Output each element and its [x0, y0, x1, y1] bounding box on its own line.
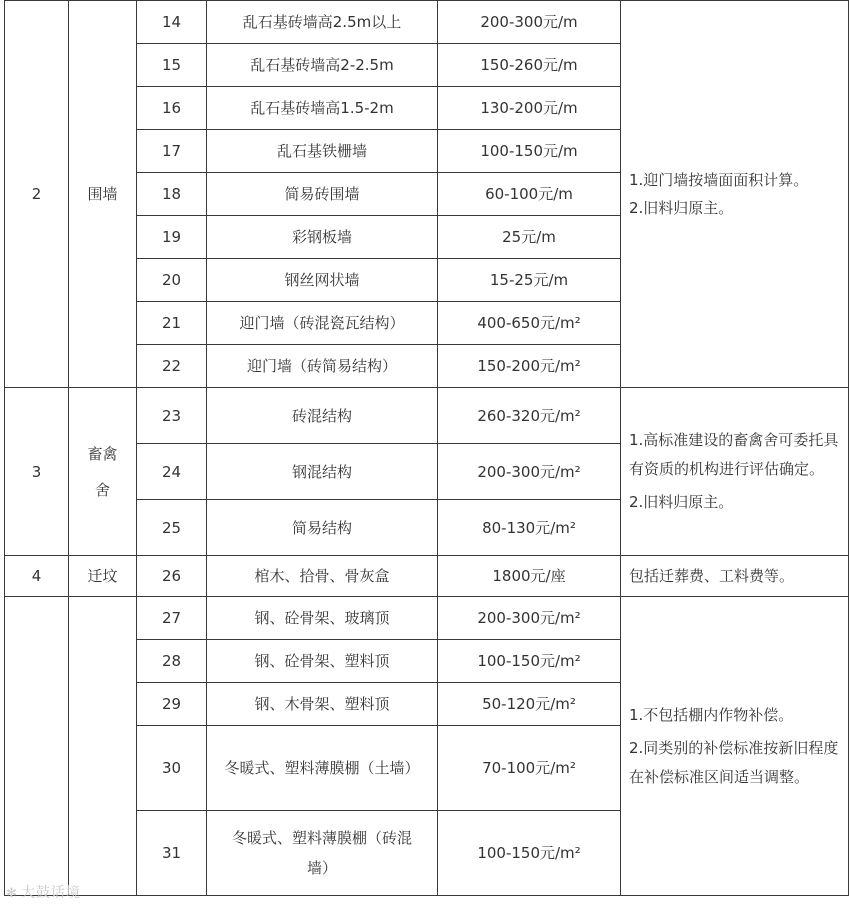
- table-row: [5, 597, 849, 640]
- item-name-cell: 冬暖式、塑料薄膜棚（土墙）: [207, 726, 438, 811]
- table-row: [5, 556, 849, 597]
- item-no-cell: 31: [137, 811, 207, 896]
- item-no-cell: 27: [137, 597, 207, 640]
- price-cell: 70-100元/m²: [438, 726, 621, 811]
- seq-cell: 3: [5, 388, 69, 556]
- item-no-cell: 21: [137, 302, 207, 345]
- watermark: [6, 882, 81, 902]
- seq-cell: 2: [5, 1, 69, 388]
- item-no-cell: 22: [137, 345, 207, 388]
- item-name-cell: 钢混结构: [207, 444, 438, 500]
- item-no-cell: 20: [137, 259, 207, 302]
- price-cell: 200-300元/m²: [438, 597, 621, 640]
- item-name-cell: 乱石基砖墙高2-2.5m: [207, 44, 438, 87]
- note-line: 1.迎门墙按墙面面积计算。: [629, 171, 809, 189]
- price-cell: 1800元/座: [438, 556, 621, 597]
- notes-cell: [621, 388, 849, 556]
- item-no-cell: 25: [137, 500, 207, 556]
- seq-cell: [5, 597, 69, 896]
- notes-cell: [621, 597, 849, 896]
- price-cell: 100-150元/m²: [438, 811, 621, 896]
- item-name-cell: 简易砖围墙: [207, 173, 438, 216]
- category-cell: [69, 597, 137, 896]
- item-name-cell: 钢、木骨架、塑料顶: [207, 683, 438, 726]
- price-cell: 15-25元/m: [438, 259, 621, 302]
- price-cell: 200-300元/m²: [438, 444, 621, 500]
- note-line: 2.同类别的补偿标准按新旧程度在补偿标准区间适当调整。: [629, 738, 839, 786]
- item-name-cell: 钢、砼骨架、玻璃顶: [207, 597, 438, 640]
- price-cell: 100-150元/m²: [438, 640, 621, 683]
- price-cell: 400-650元/m²: [438, 302, 621, 345]
- item-no-cell: 24: [137, 444, 207, 500]
- item-no-cell: 15: [137, 44, 207, 87]
- watermark-text: 大鼓话境: [20, 885, 81, 901]
- compensation-table: [4, 0, 849, 896]
- price-cell: 60-100元/m: [438, 173, 621, 216]
- item-no-cell: 17: [137, 130, 207, 173]
- item-name-cell: 迎门墙（砖简易结构）: [207, 345, 438, 388]
- item-name-cell: 钢、砼骨架、塑料顶: [207, 640, 438, 683]
- price-cell: 130-200元/m: [438, 87, 621, 130]
- item-name-cell: 冬暖式、塑料薄膜棚（砖混墙）: [207, 811, 438, 896]
- watermark-logo-icon: ✻: [6, 886, 18, 901]
- table-row: [5, 1, 849, 44]
- item-name-cell: 简易结构: [207, 500, 438, 556]
- item-no-cell: 29: [137, 683, 207, 726]
- table-row: [5, 388, 849, 444]
- price-cell: 50-120元/m²: [438, 683, 621, 726]
- price-cell: 100-150元/m: [438, 130, 621, 173]
- item-no-cell: 30: [137, 726, 207, 811]
- price-cell: 150-260元/m: [438, 44, 621, 87]
- item-no-cell: 16: [137, 87, 207, 130]
- item-no-cell: 14: [137, 1, 207, 44]
- item-no-cell: 18: [137, 173, 207, 216]
- item-name-cell: 彩钢板墙: [207, 216, 438, 259]
- price-cell: 80-130元/m²: [438, 500, 621, 556]
- item-name-cell: 钢丝网状墙: [207, 259, 438, 302]
- item-name-cell: 砖混结构: [207, 388, 438, 444]
- price-cell: 150-200元/m²: [438, 345, 621, 388]
- price-cell: 200-300元/m: [438, 1, 621, 44]
- price-cell: 25元/m: [438, 216, 621, 259]
- item-name-cell: 棺木、拾骨、骨灰盒: [207, 556, 438, 597]
- category-cell: 围墙: [69, 1, 137, 388]
- notes-cell: [621, 1, 849, 388]
- item-no-cell: 28: [137, 640, 207, 683]
- category-label: 畜禽舍: [87, 444, 118, 499]
- note-line: 2.旧料归原主。: [629, 199, 734, 217]
- price-cell: 260-320元/m²: [438, 388, 621, 444]
- category-cell: 迁坟: [69, 556, 137, 597]
- item-no-cell: 19: [137, 216, 207, 259]
- item-name-cell: 乱石基铁栅墙: [207, 130, 438, 173]
- category-cell: [69, 388, 137, 556]
- item-name-cell: 乱石基砖墙高2.5m以上: [207, 1, 438, 44]
- note-line: 1.不包括棚内作物补偿。: [629, 705, 794, 724]
- note-line: 2.旧料归原主。: [629, 493, 734, 511]
- item-no-cell: 23: [137, 388, 207, 444]
- seq-cell: 4: [5, 556, 69, 597]
- item-name-cell: 乱石基砖墙高1.5-2m: [207, 87, 438, 130]
- note-line: 1.高标准建设的畜禽舍可委托具有资质的机构进行评估确定。: [629, 431, 839, 478]
- item-name-cell: 迎门墙（砖混瓷瓦结构）: [207, 302, 438, 345]
- item-no-cell: 26: [137, 556, 207, 597]
- notes-cell: 包括迁葬费、工料费等。: [621, 556, 849, 597]
